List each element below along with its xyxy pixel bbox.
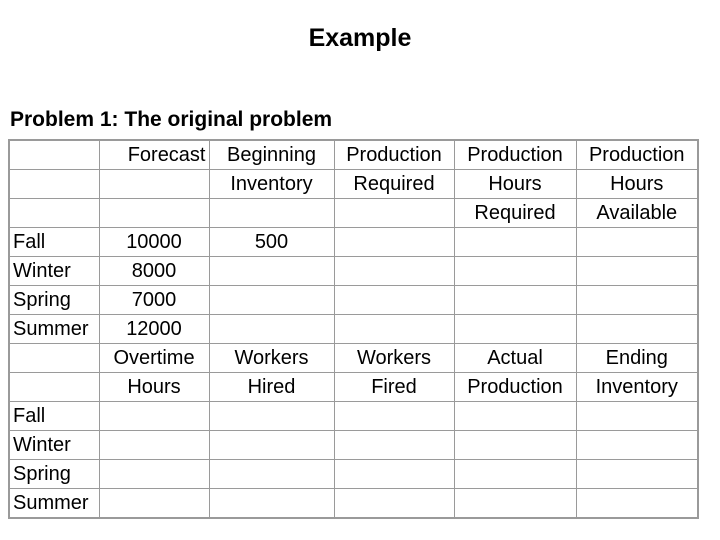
header-cell: Available <box>576 199 698 228</box>
table-cell <box>334 402 454 431</box>
table-cell <box>576 431 698 460</box>
table-cell <box>454 402 576 431</box>
table-cell <box>576 257 698 286</box>
forecast-cell: 12000 <box>99 315 209 344</box>
header-cell <box>9 373 99 402</box>
season-label: Spring <box>9 460 99 489</box>
header-cell <box>9 199 99 228</box>
header-cell <box>9 170 99 199</box>
header-cell <box>99 170 209 199</box>
table-cell <box>334 460 454 489</box>
header-row <box>9 373 698 402</box>
table-cell <box>99 489 209 519</box>
table-cell <box>576 286 698 315</box>
table-cell <box>209 489 334 519</box>
forecast-cell: 10000 <box>99 228 209 257</box>
beginning-inventory-cell: 500 <box>209 228 334 257</box>
header-row <box>9 199 698 228</box>
header-cell: Fired <box>334 373 454 402</box>
season-label: Winter <box>9 257 99 286</box>
header-cell: Overtime <box>99 344 209 373</box>
table-cell <box>334 489 454 519</box>
season-label: Spring <box>9 286 99 315</box>
table-cell <box>334 228 454 257</box>
header-cell: Inventory <box>576 373 698 402</box>
table-cell <box>99 402 209 431</box>
header-cell <box>9 140 99 170</box>
table-cell <box>576 228 698 257</box>
header-cell: Actual <box>454 344 576 373</box>
header-cell: Production <box>334 140 454 170</box>
table-cell <box>576 402 698 431</box>
table-cell <box>454 257 576 286</box>
header-row <box>9 170 698 199</box>
table-row <box>9 257 698 286</box>
season-label: Summer <box>9 315 99 344</box>
table-cell <box>454 228 576 257</box>
season-label: Winter <box>9 431 99 460</box>
table-cell <box>209 431 334 460</box>
forecast-cell: 7000 <box>99 286 209 315</box>
table-cell <box>454 431 576 460</box>
header-cell: Hired <box>209 373 334 402</box>
table-cell <box>454 315 576 344</box>
table-cell <box>576 315 698 344</box>
table-cell <box>209 460 334 489</box>
forecast-cell: 8000 <box>99 257 209 286</box>
season-label: Fall <box>9 228 99 257</box>
header-row <box>9 344 698 373</box>
table-cell <box>334 286 454 315</box>
header-cell: Inventory <box>209 170 334 199</box>
problem-title: Problem 1: The original problem <box>10 108 333 131</box>
table-cell <box>454 460 576 489</box>
header-cell <box>209 199 334 228</box>
table-cell <box>576 489 698 519</box>
table-cell <box>454 286 576 315</box>
header-cell: Required <box>334 170 454 199</box>
header-cell: Hours <box>99 373 209 402</box>
table-cell <box>334 315 454 344</box>
table-cell <box>334 431 454 460</box>
spreadsheet-table <box>8 139 699 519</box>
header-cell <box>334 199 454 228</box>
header-cell: Ending <box>576 344 698 373</box>
table-cell <box>209 402 334 431</box>
table-cell <box>99 460 209 489</box>
season-label: Fall <box>9 402 99 431</box>
header-cell <box>9 344 99 373</box>
table-cell <box>576 460 698 489</box>
table-cell <box>209 315 334 344</box>
table-row <box>9 431 698 460</box>
header-cell: Forecast <box>99 140 209 170</box>
season-label: Summer <box>9 489 99 519</box>
table-row <box>9 460 698 489</box>
header-cell: Production <box>454 373 576 402</box>
header-cell: Hours <box>576 170 698 199</box>
table-row <box>9 489 698 519</box>
header-cell: Beginning <box>209 140 334 170</box>
header-cell: Workers <box>209 344 334 373</box>
header-row <box>9 140 698 170</box>
table-cell <box>334 257 454 286</box>
table-cell <box>454 489 576 519</box>
table-cell <box>209 286 334 315</box>
table-row <box>9 402 698 431</box>
table-row <box>9 286 698 315</box>
header-cell: Production <box>576 140 698 170</box>
header-cell <box>99 199 209 228</box>
slide-title: Example <box>308 24 412 52</box>
header-cell: Workers <box>334 344 454 373</box>
table-row <box>9 315 698 344</box>
table-cell <box>209 257 334 286</box>
header-cell: Production <box>454 140 576 170</box>
table-row <box>9 228 698 257</box>
header-cell: Hours <box>454 170 576 199</box>
table-cell <box>99 431 209 460</box>
header-cell: Required <box>454 199 576 228</box>
